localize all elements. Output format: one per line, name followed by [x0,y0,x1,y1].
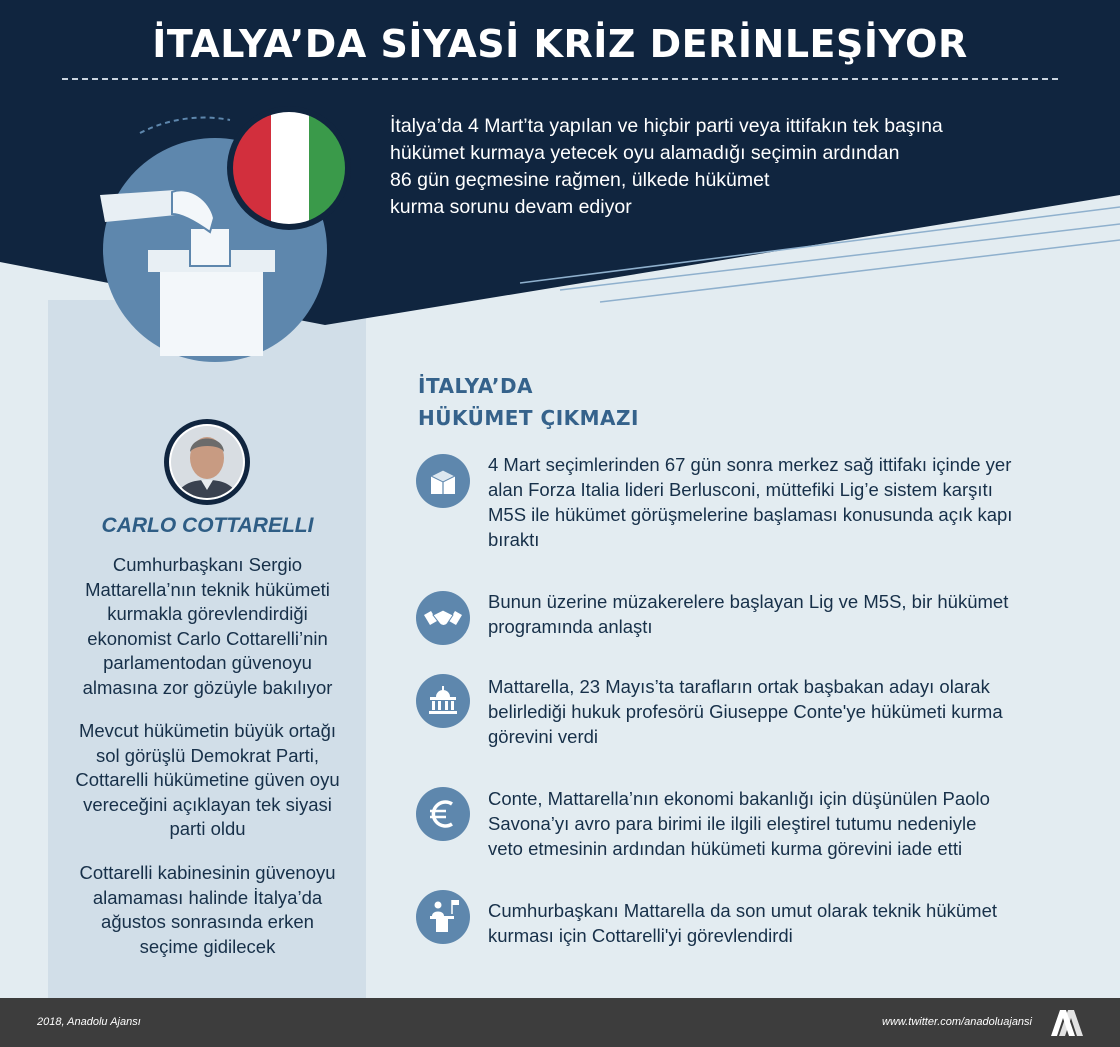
intro-line: kurma sorunu devam ediyor [390,196,632,218]
text-line: Mevcut hükümetin büyük ortağı [78,720,337,741]
event-text [488,898,1088,948]
text-line: parlamentodan güvenoyu [103,652,312,673]
twitter-link[interactable]: www.twitter.com/anadoluajansi [882,1016,1032,1028]
anadolu-logo-icon [1048,1006,1084,1038]
text-line: almasına zor gözüyle bakılıyor [82,676,333,698]
text-line: Conte, Mattarella’nın ekonomi bakanlığı için düşünülen Paolo [488,788,990,809]
italy-flag-icon [227,106,351,230]
text-line: veto etmesinin ardından hükümeti kurma görevini iade etti [488,838,963,859]
text-line: görevini verdi [488,726,599,747]
section-title [418,370,639,434]
text-line: alan Forza Italia lideri Berlusconi, müttefiki Lig’e sistem karşıtı [488,479,993,500]
person-name: CARLO COTTARELLI [101,514,314,537]
text-line: vereceğini açıklayan tek siyasi [83,793,332,815]
text-line: Mattarella’nın teknik hükümeti [85,578,330,600]
text-line: programında anlaştı [488,616,653,637]
text-line: kurması için Cottarelli'yi görevlendirdi [488,925,793,946]
avatar [163,418,251,506]
text-line: Cottarelli hükümetine güven oyu [75,769,340,790]
text-line: belirlediği hukuk profesörü Giuseppe Conte'ye hükümeti kurma [488,701,1003,722]
text-line: bıraktı [488,529,540,550]
event-text [488,674,1088,749]
text-line: parti oldu [169,818,246,839]
person-paragraph [55,719,360,842]
handshake-icon [416,591,470,645]
text-line: M5S ile hükümet görüşmelerine başlaması konusunda açık kapı [488,504,1013,525]
text-line: seçime gidilecek [139,935,276,957]
text-line: 4 Mart seçimlerinden 67 gün sonra merkez sağ ittifakı içinde yer [488,454,1012,475]
parliament-icon [416,674,470,728]
text-line: ağustos sonrasında erken [101,911,314,932]
text-line: ekonomist Carlo Cottarelli’nin [87,627,328,649]
event-text [488,589,1088,639]
section-title-line: İTALYA’DA [418,374,534,398]
text-line: alamaması halinde İtalya’da [92,886,323,908]
intro-line: hükümet kurmaya yetecek oyu alamadığı seçimin ardından [390,142,900,164]
text-line: kurmakla görevlendirdiği [107,603,308,624]
person-paragraph [55,861,360,959]
footer [0,998,1120,1047]
intro-text [390,113,1030,221]
intro-line: 86 gün geçmesine rağmen, ülkede hükümet [390,169,770,191]
text-line: Bunun üzerine müzakerelere başlayan Lig ve M5S, bir hükümet [488,591,1009,612]
podium-speaker-icon [416,890,470,944]
text-line: sol görüşlü Demokrat Parti, [95,744,320,766]
person-paragraph [55,553,360,700]
section-title-line: HÜKÜMET ÇIKMAZI [418,406,639,430]
intro-line: İtalya’da 4 Mart’ta yapılan ve hiçbir parti veya ittifakın tek başına [390,115,943,137]
text-line: Cumhurbaşkanı Sergio [112,554,303,575]
text-line: Mattarella, 23 Mayıs’ta tarafların ortak başbakan adayı olarak [488,676,990,697]
text-line: Savona’yı avro para birimi ile ilgili eleştirel tutumu nedeniyle [488,813,977,834]
copyright-text: 2018, Anadolu Ajansı [37,1016,141,1028]
text-line: Cottarelli kabinesinin güvenoyu [79,862,336,883]
text-line: Cumhurbaşkanı Mattarella da son umut olarak teknik hükümet [488,900,998,921]
ballot-box-icon [416,454,470,508]
event-text [488,786,1088,861]
event-text [488,452,1088,552]
euro-icon [416,787,470,841]
title-divider [62,78,1058,80]
page-title: İTALYA’DA SİYASİ KRİZ DERİNLEŞİYOR [152,22,968,66]
